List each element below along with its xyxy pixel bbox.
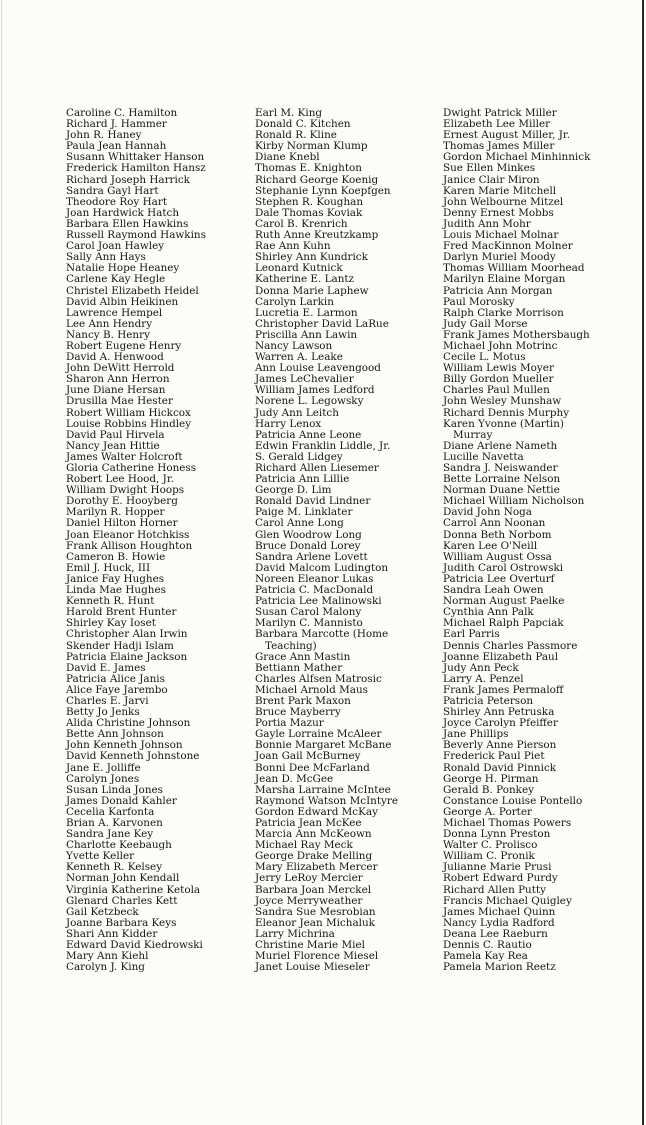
name-entry: Glen Woodrow Long [255,528,362,541]
name-entry: Susan Carol Malony [255,606,362,619]
name-entry: Sharon Ann Herron [66,373,170,386]
name-entry: Yvette Keller [66,850,135,863]
name-entry: Joan Gail McBurney [255,750,361,763]
name-entry: Betty Jo Jenks [66,706,140,719]
name-entry: Dennis C. Rautio [443,939,532,952]
name-entry: Denny Ernest Mobbs [443,206,554,219]
name-entry: Judy Ann Leitch [255,406,339,419]
name-entry: Eleanor Jean Michaluk [255,916,375,929]
name-entry: Barbara Marcotte (Home [255,628,389,641]
name-entry: Judith Ann Mohr [443,217,531,230]
name-entry: Susann Whittaker Hanson [66,151,205,164]
name-entry: Cecelia Karfonta [66,805,155,818]
name-entry: Sue Ellen Minkes [443,162,536,175]
name-entry: Marilyn R. Hopper [66,506,165,519]
name-entry: Warren A. Leake [255,351,343,364]
name-entry: Robert Eugene Henry [66,339,182,352]
name-entry: Bette Lorraine Nelson [443,473,561,486]
name-entry: Jerry LeRoy Mercier [255,872,363,885]
name-entry: Patricia Jean McKee [255,817,362,829]
name-entry: Dorothy E. Hooyberg [66,495,178,508]
name-entry: Linda Mae Hughes [66,584,166,597]
name-entry: Gordon Michael Minhinnick [443,151,591,164]
name-entry: James Donald Kahler [66,794,177,807]
name-entry: Paige M. Linklater [255,506,353,519]
name-entry: Brent Park Maxon [255,694,351,707]
name-entry: Nancy B. Henry [66,328,150,341]
name-entry: Earl Parris [443,628,500,641]
name-entry: George D. Lim [255,484,332,497]
name-entry: Ronald David Lindner [255,495,371,508]
name-entry: Bette Ann Johnson [66,728,164,741]
name-entry: Nancy Lawson [255,339,333,352]
name-entry: Carlene Kay Hegle [66,273,166,286]
name-entry: Lucille Navetta [443,450,524,463]
name-entry: Natalie Hope Heaney [66,262,180,275]
name-entry: Louise Robbins Hindley [66,417,192,430]
name-entry: Christine Marie Miel [255,939,365,952]
name-entry: James Walter Holcroft [66,450,183,463]
name-entry: John Wesley Munshaw [443,395,562,408]
name-entry: Paul Morosky [443,295,515,308]
name-entry: Marilyn C. Mannisto [255,617,363,630]
name-entry: Marsha Larraine McIntee [255,783,391,796]
name-entry: June Diane Hersan [66,384,166,397]
name-entry: William Lewis Moyer [443,362,554,375]
name-entry: Richard J. Hammer [66,118,167,131]
name-entry: John R. Haney [66,129,142,142]
name-entry: Michael John Motrinc [443,339,558,352]
name-entry: Gerald B. Ponkey [443,783,534,796]
name-entry: Joanne Elizabeth Paul [443,650,559,663]
name-entry: Cecile L. Motus [443,351,526,364]
name-entry: Frederick Paul Piet [443,750,545,763]
name-entry: Joyce Carolyn Pfeiffer [443,717,558,730]
name-entry: Patricia Ann Lillie [255,473,350,486]
name-entry: Pamela Marion Reetz [443,961,556,974]
name-entry: Frank James Mothersbaugh [443,328,590,341]
name-entry: Fred MacKinnon Molner [443,240,573,253]
name-entry: Barbara Ellen Hawkins [66,217,189,230]
name-entry: Patricia Peterson [443,694,534,707]
page-left-edge [1,0,2,1125]
name-entry: Priscilla Ann Lawin [255,328,358,341]
name-entry: Sandra Gayl Hart [66,184,159,197]
name-entry: Gayle Lorraine McAleer [255,728,382,741]
name-entry: Leonard Kutnick [255,262,343,275]
name-entry: David A. Henwood [66,351,164,364]
name-entry: Norman John Kendall [66,872,180,885]
name-entry: Barbara Joan Merckel [255,883,372,896]
name-entry: Earl M. King [255,107,323,119]
name-entry: Bruce Donald Lorey [255,539,361,552]
name-entry: Sandra Leah Owen [443,584,544,597]
name-column-2 [255,108,433,973]
name-entry: Carolyn Larkin [255,295,334,308]
name-entry: David Kenneth Johnstone [66,750,200,763]
name-entry: Muriel Florence Miesel [255,950,379,963]
name-entry: Christopher Alan Irwin [66,628,188,641]
name-entry: Bettiann Mather [255,661,343,674]
name-entry: David Malcom Ludington [255,561,389,574]
name-entry: Gordon Edward McKay [255,805,378,818]
name-entry: Constance Louise Pontello [443,794,583,807]
name-entry: Thomas E. Knighton [255,162,362,175]
name-entry: Joan Hardwick Hatch [66,206,180,219]
name-entry: Brian A. Karvonen [66,817,163,829]
name-entry: Michael Ray Meck [255,839,353,852]
name-entry: Marilyn Elaine Morgan [443,273,566,286]
name-entry: Dale Thomas Koviak [255,206,363,219]
name-entry: Skender Hadji Islam [66,639,174,652]
name-entry: James LeChevalier [255,373,354,386]
name-entry: Frank Allison Houghton [66,539,193,552]
name-entry: Patricia Lee Malinowski [255,595,382,608]
name-entry: Cameron B. Howie [66,550,166,563]
name-entry: Walter C. Prolisco [443,839,538,852]
name-entry: Robert Lee Hood, Jr. [66,473,174,486]
name-entry: Patricia C. MacDonald [255,584,374,597]
name-entry: James Michael Quinn [443,905,556,918]
name-entry: Ralph Clarke Morrison [443,306,564,319]
name-entry: Marcia Ann McKeown [255,828,372,841]
name-entry: Charles E. Jarvi [66,694,149,707]
name-entry: Ronald David Pinnick [443,761,557,774]
name-entry: Sandra Arlene Lovett [255,550,368,563]
name-entry: Dennis Charles Passmore [443,639,578,652]
name-entry: William James Ledford [255,384,375,397]
name-entry: Harold Brent Hunter [66,606,177,619]
name-entry: Christopher David LaRue [255,317,389,330]
name-entry: Janice Fay Hughes [66,572,165,585]
name-entry: Paula Jean Hannah [66,140,167,153]
name-column-1 [66,108,236,973]
name-entry: Diane Knebl [255,151,320,164]
name-entry: Norman Duane Nettie [443,484,560,497]
name-entry: Charles Alfsen Matrosic [255,672,382,685]
name-entry: Carrol Ann Noonan [443,517,546,530]
name-entry: Judy Gail Morse [443,317,528,330]
name-entry: Gloria Catherine Honess [66,462,197,474]
name-entry: Michael Thomas Powers [443,817,572,829]
name-entry: Sandra Sue Mesrobian [255,905,376,918]
name-entry: Jane E. Jolliffe [66,761,141,774]
name-entry: Frederick Hamilton Hansz [66,162,206,175]
name-entry: Richard Allen Liesemer [255,462,379,474]
name-entry: Darlyn Muriel Moody [443,251,556,264]
name-entry: Carolyn J. King [66,961,145,974]
name-entry: Katherine E. Lantz [255,273,355,286]
name-entry: Drusilla Mae Hester [66,395,173,408]
name-entry: Theodore Roy Hart [66,195,168,208]
name-entry: Thomas James Miller [443,140,555,153]
name-entry: Carol Joan Hawley [66,240,165,253]
name-entry: Michael Arnold Maus [255,683,368,696]
name-entry: Janice Clair Miron [443,173,540,186]
name-entry: Kirby Norman Klump [255,140,368,153]
name-entry: Sandra Jane Key [66,828,154,841]
name-entry: S. Gerald Lidgey [255,450,343,463]
name-entry: Portia Mazur [255,717,324,730]
name-entry: Patricia Elaine Jackson [66,650,188,663]
name-column-3 [443,108,635,973]
name-entry: Deana Lee Raeburn [443,927,548,940]
name-entry: Louis Michael Molnar [443,229,559,242]
name-entry: Carol Anne Long [255,517,344,530]
name-entry: George Drake Melling [255,850,373,863]
name-entry: John DeWitt Herrold [66,362,175,375]
name-entry: Donna Beth Norbom [443,528,552,541]
name-entry: Nancy Lydia Radford [443,916,555,929]
name-entry: Pamela Kay Rea [443,950,528,963]
name-entry: Shari Ann Kidder [66,927,158,940]
name-entry: Jean D. McGee [255,772,334,785]
name-entry: Richard Joseph Harrick [66,173,190,186]
name-entry: Donna Lynn Preston [443,828,551,841]
name-entry: Sally Ann Hays [66,251,146,264]
name-entry: Bruce Mayberry [255,706,341,719]
name-entry: Diane Arlene Nameth [443,439,558,452]
name-entry: Stephen R. Koughan [255,195,364,208]
name-entry: Billy Gordon Mueller [443,373,554,386]
name-entry: Donna Marie Laphew [255,284,369,297]
name-entry: William C. Pronik [443,850,535,863]
name-entry: Edward David Kiedrowski [66,939,203,952]
name-entry: Glenard Charles Kett [66,894,178,907]
name-entry: Raymond Watson McIntyre [255,794,399,807]
name-entry: Joanne Barbara Keys [66,916,177,929]
name-entry: Frank James Permaloff [443,683,564,696]
name-entry: Norene L. Legowsky [255,395,364,408]
name-entry: Mary Ann Kiehl [66,950,149,963]
name-entry: Teaching) [265,639,317,652]
name-entry: Richard Allen Putty [443,883,546,896]
name-entry: Bonni Dee McFarland [255,761,370,774]
name-entry: Joan Eleanor Hotchkiss [66,528,190,541]
name-entry: David Albin Heikinen [66,295,179,308]
name-entry: Virginia Katherine Ketola [66,883,201,896]
name-entry: Shirley Ann Kundrick [255,251,368,264]
name-entry: Noreen Eleanor Lukas [255,572,374,585]
name-entry: Judy Ann Peck [443,661,519,674]
name-entry: Judith Carol Ostrowski [443,561,564,574]
name-entry: Karen Yvonne (Martin) [443,417,564,430]
name-entry: Robert Edward Purdy [443,872,558,885]
name-entry: Christel Elizabeth Heidel [66,284,199,297]
name-entry: Shirley Kay Ioset [66,617,156,630]
name-entry: George A. Porter [443,805,532,818]
name-entry: Carol B. Krenrich [255,217,348,230]
name-entry: Ernest August Miller, Jr. [443,129,571,142]
name-entry: Ann Louise Leavengood [255,362,381,375]
name-entry: Cynthia Ann Palk [443,606,534,619]
name-entry: John Kenneth Johnson [66,739,183,752]
name-entry: Mary Elizabeth Mercer [255,861,378,874]
name-entry: Gail Ketzbeck [66,905,139,918]
name-entry: William August Ossa [443,550,552,563]
name-entry: David Paul Hirvela [66,428,165,441]
name-entry: Michael William Nicholson [443,495,585,508]
name-entry: Harry Lenox [255,417,322,430]
name-entry: Murray [453,428,493,441]
name-entry: William Dwight Hoops [66,484,185,497]
name-entry: David John Noga [443,506,532,519]
name-entry: Kenneth R. Kelsey [66,861,163,874]
name-entry: Norman August Paelke [443,595,565,608]
name-entry: Carolyn Jones [66,772,140,785]
name-entry: Patricia Anne Leone [255,428,362,441]
name-entry: Russell Raymond Hawkins [66,229,206,242]
name-entry: Charles Paul Mullen [443,384,550,397]
name-entry: Robert William Hickcox [66,406,191,419]
name-entry: Kenneth R. Hunt [66,595,155,608]
name-entry: Thomas William Moorhead [443,262,585,275]
name-entry: Caroline C. Hamilton [66,107,178,119]
name-entry: Larry A. Penzel [443,672,524,685]
name-entry: Karen Lee O'Neill [443,539,538,552]
name-entry: Lucretia E. Larmon [255,306,358,319]
name-entry: Charlotte Keebaugh [66,839,172,852]
name-entry: Richard George Koenig [255,173,379,186]
name-entry: Elizabeth Lee Miller [443,118,551,131]
name-entry: Janet Louise Mieseler [255,961,370,974]
name-entry: Bonnie Margaret McBane [255,739,392,752]
name-entry: Joyce Merryweather [255,894,363,907]
name-entry: Edwin Franklin Liddle, Jr. [255,439,391,452]
name-entry: Grace Ann Mastin [255,650,351,663]
name-entry: Daniel Hilton Horner [66,517,178,530]
name-entry: Donald C. Kitchen [255,118,351,131]
name-entry: Larry Michrina [255,927,335,940]
name-entry: David E. James [66,661,146,674]
name-entry: Richard Dennis Murphy [443,406,570,419]
name-entry: Lee Ann Hendry [66,317,153,330]
name-entry: Ronald R. Kline [255,129,337,142]
name-entry: Karen Marie Mitchell [443,184,557,197]
name-entry: Patricia Alice Janis [66,672,165,685]
name-entry: Dwight Patrick Miller [443,107,557,119]
name-entry: Ruth Anne Kreutzkamp [255,229,379,242]
name-entry: Beverly Anne Pierson [443,739,557,752]
name-entry: Michael Ralph Papciak [443,617,564,630]
name-entry: Julianne Marie Prusi [443,861,552,874]
name-entry: George H. Pirman [443,772,539,785]
name-entry: Nancy Jean Hittie [66,439,160,452]
name-entry: Stephanie Lynn Koepfgen [255,184,391,197]
name-entry: Susan Linda Jones [66,783,163,796]
name-entry: John Welbourne Mitzel [443,195,564,208]
name-entry: Francis Michael Quigley [443,894,572,907]
name-entry: Rae Ann Kuhn [255,240,331,253]
name-entry: Jane Phillips [443,728,509,741]
name-entry: Patricia Lee Overturf [443,572,555,585]
name-entry: Patricia Ann Morgan [443,284,553,297]
name-entry: Alice Faye Jarembo [66,683,168,696]
name-entry: Emil J. Huck, III [66,561,151,574]
name-entry: Sandra J. Neiswander [443,462,558,474]
page-right-edge [642,0,644,1125]
name-entry: Alida Christine Johnson [66,717,191,730]
name-entry: Lawrence Hempel [66,306,163,319]
name-entry: Shirley Ann Petruska [443,706,555,719]
